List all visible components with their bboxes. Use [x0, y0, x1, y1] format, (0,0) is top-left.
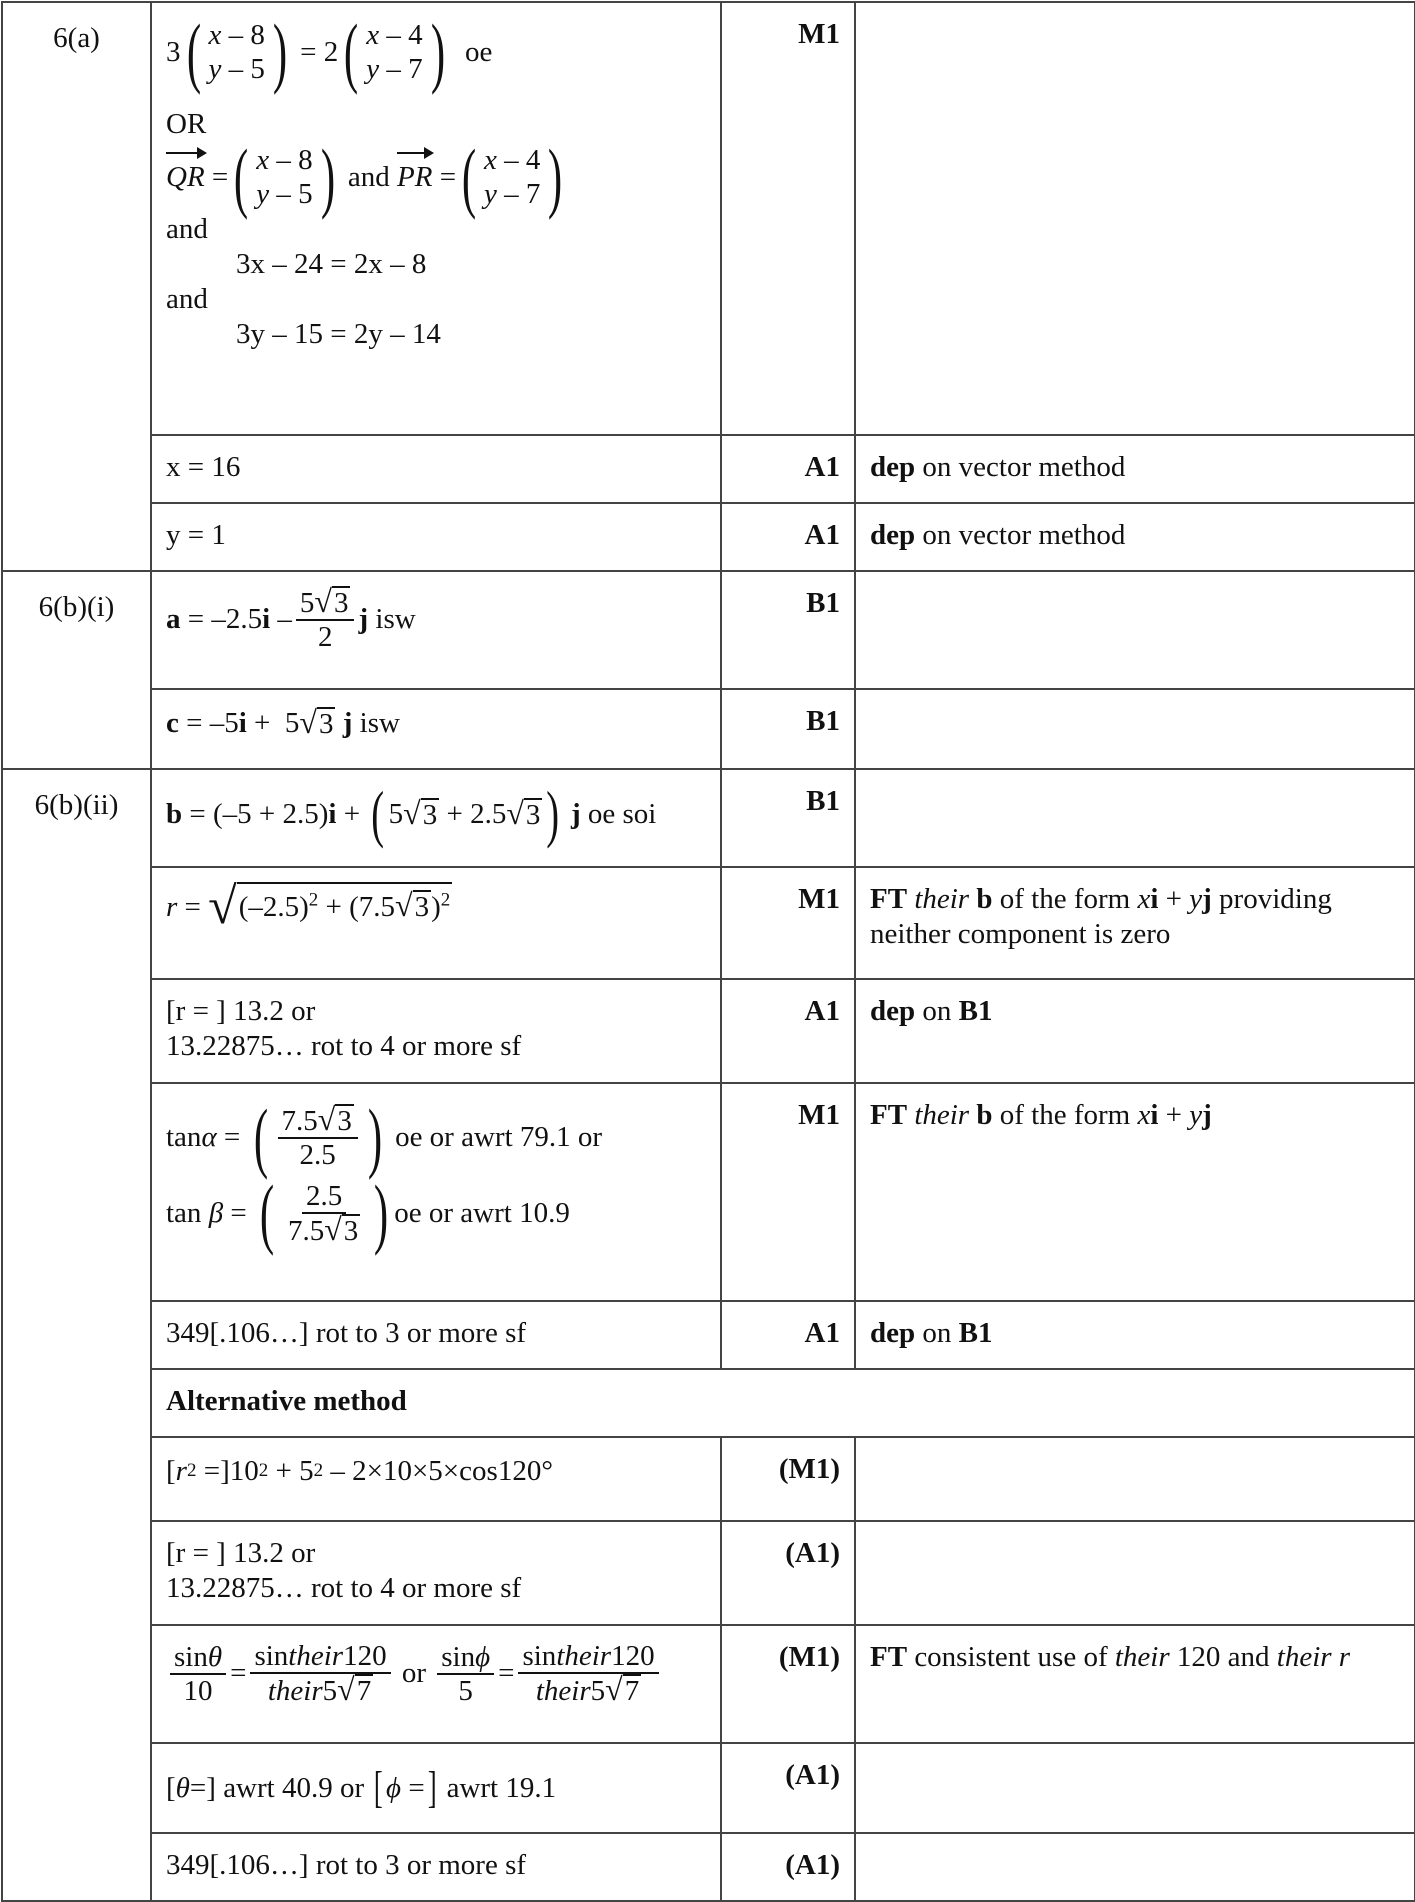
guidance-cell	[855, 1833, 1415, 1901]
tan-alpha: tan α = ( 7.5 √ 3 2.5 ) oe or awrt 79.1 or	[166, 1093, 603, 1180]
vector-b: b = (–5 + 2.5) i + ( 5 √ 3 + 2.5 √ 3 ) j oe soi	[166, 778, 657, 849]
mark-scheme-table	[1, 1, 1415, 1902]
answer-cell	[151, 2, 721, 435]
vector-a: a = –2.5 i – 5 √ 3 2 j isw	[166, 583, 416, 653]
cosine-rule: [ r 2 =]10 2 + 5 2 – 2×10×5×cos120°	[166, 1454, 553, 1487]
mark: A1	[721, 435, 855, 503]
table-row	[2, 979, 1415, 1083]
answer-line: [r = ] 13.2 or	[166, 1537, 316, 1569]
answer-cell: y = 1	[151, 503, 721, 571]
table-row	[2, 867, 1415, 979]
tan-beta: tan β = ( 2.5 7.5 √ 3 ) oe or awrt 10.9	[166, 1169, 570, 1256]
guidance-cell	[855, 571, 1415, 689]
table-row	[2, 571, 1415, 689]
answer-cell	[151, 689, 721, 769]
table-row	[2, 769, 1415, 867]
sine-rule: $\frac{\sin\theta}{10}$ = sintheir120 their5 √ 7 or $\frac{\sin\phi}{5}$ = sintheir120 their5 √ 7	[166, 1640, 663, 1707]
answer-cell	[151, 1083, 721, 1301]
table-row	[2, 435, 1415, 503]
vector-qr-pr: QR = ( x – 8 y – 5 ) and PR = ( x – 4 y – 7 )	[166, 133, 563, 220]
mark: B1	[721, 689, 855, 769]
guidance-cell: FT their b of the form xi + yj	[855, 1083, 1415, 1301]
mark: B1	[721, 769, 855, 867]
table-row	[2, 503, 1415, 571]
table-row	[2, 689, 1415, 769]
answer-line: [r = ] 13.2 or	[166, 995, 316, 1027]
equation-y: 3y – 15 = 2y – 14	[236, 318, 441, 350]
guidance-cell	[855, 2, 1415, 435]
angle-answer: [ θ =] awrt 40.9 or [ ϕ = ] awrt 19.1	[166, 1763, 557, 1812]
answer-cell	[151, 571, 721, 689]
mark: (A1)	[721, 1833, 855, 1901]
answer-line: 13.22875… rot to 4 or more sf	[166, 1030, 522, 1062]
answer-cell: 349[.106…] rot to 3 or more sf	[151, 1833, 721, 1901]
guidance-cell: dep on B1	[855, 979, 1415, 1083]
vector-equation: 3 ( x – 8 y – 5 ) = 2 ( x – 4 y – 7 ) oe	[166, 8, 493, 95]
answer-cell	[151, 1625, 721, 1743]
table-row	[2, 1625, 1415, 1743]
and-label: and	[166, 213, 208, 245]
modulus-expression: r = √ $(-2.5)^2 + (7.5$ √ 3 )$^2$	[166, 878, 451, 935]
alternative-method-heading: Alternative method	[151, 1369, 1415, 1437]
guidance-cell	[855, 769, 1415, 867]
question-label: 6(b)(i)	[2, 571, 151, 769]
equation-x: 3x – 24 = 2x – 8	[236, 248, 427, 280]
guidance-cell	[855, 1437, 1415, 1521]
and-label: and	[166, 283, 208, 315]
question-label: 6(a)	[2, 2, 151, 571]
guidance-cell	[855, 689, 1415, 769]
table-row	[2, 1083, 1415, 1301]
mark: A1	[721, 979, 855, 1083]
mark: M1	[721, 1083, 855, 1301]
answer-cell	[151, 867, 721, 979]
question-label: 6(b)(ii)	[2, 769, 151, 1901]
table-row	[2, 1833, 1415, 1901]
answer-cell	[151, 1437, 721, 1521]
mark: (M1)	[721, 1437, 855, 1521]
vector-c: c = –5 i + 5 √ 3 j isw	[166, 704, 400, 741]
or-label: OR	[166, 108, 207, 140]
guidance-cell	[855, 1743, 1415, 1833]
answer-cell	[151, 1521, 721, 1625]
guidance-cell: dep on B1	[855, 1301, 1415, 1369]
guidance-cell: FT their b of the form xi + yj providing neither component is zero	[855, 867, 1415, 979]
mark: A1	[721, 1301, 855, 1369]
mark: M1	[721, 867, 855, 979]
mark: (A1)	[721, 1521, 855, 1625]
table-row	[2, 1301, 1415, 1369]
table-row	[2, 1521, 1415, 1625]
mark: (M1)	[721, 1625, 855, 1743]
table-row	[2, 1369, 1415, 1437]
mark: B1	[721, 571, 855, 689]
table-row	[2, 1743, 1415, 1833]
answer-cell	[151, 769, 721, 867]
guidance-cell: FT consistent use of their 120 and their r	[855, 1625, 1415, 1743]
table-row	[2, 2, 1415, 435]
mark: M1	[721, 2, 855, 435]
answer-cell	[151, 1743, 721, 1833]
answer-line: 13.22875… rot to 4 or more sf	[166, 1572, 522, 1604]
mark: (A1)	[721, 1743, 855, 1833]
answer-cell	[151, 979, 721, 1083]
guidance-cell: dep on vector method	[855, 503, 1415, 571]
mark: A1	[721, 503, 855, 571]
answer-cell: x = 16	[151, 435, 721, 503]
answer-cell: 349[.106…] rot to 3 or more sf	[151, 1301, 721, 1369]
table-row	[2, 1437, 1415, 1521]
guidance-cell: dep on vector method	[855, 435, 1415, 503]
guidance-cell	[855, 1521, 1415, 1625]
